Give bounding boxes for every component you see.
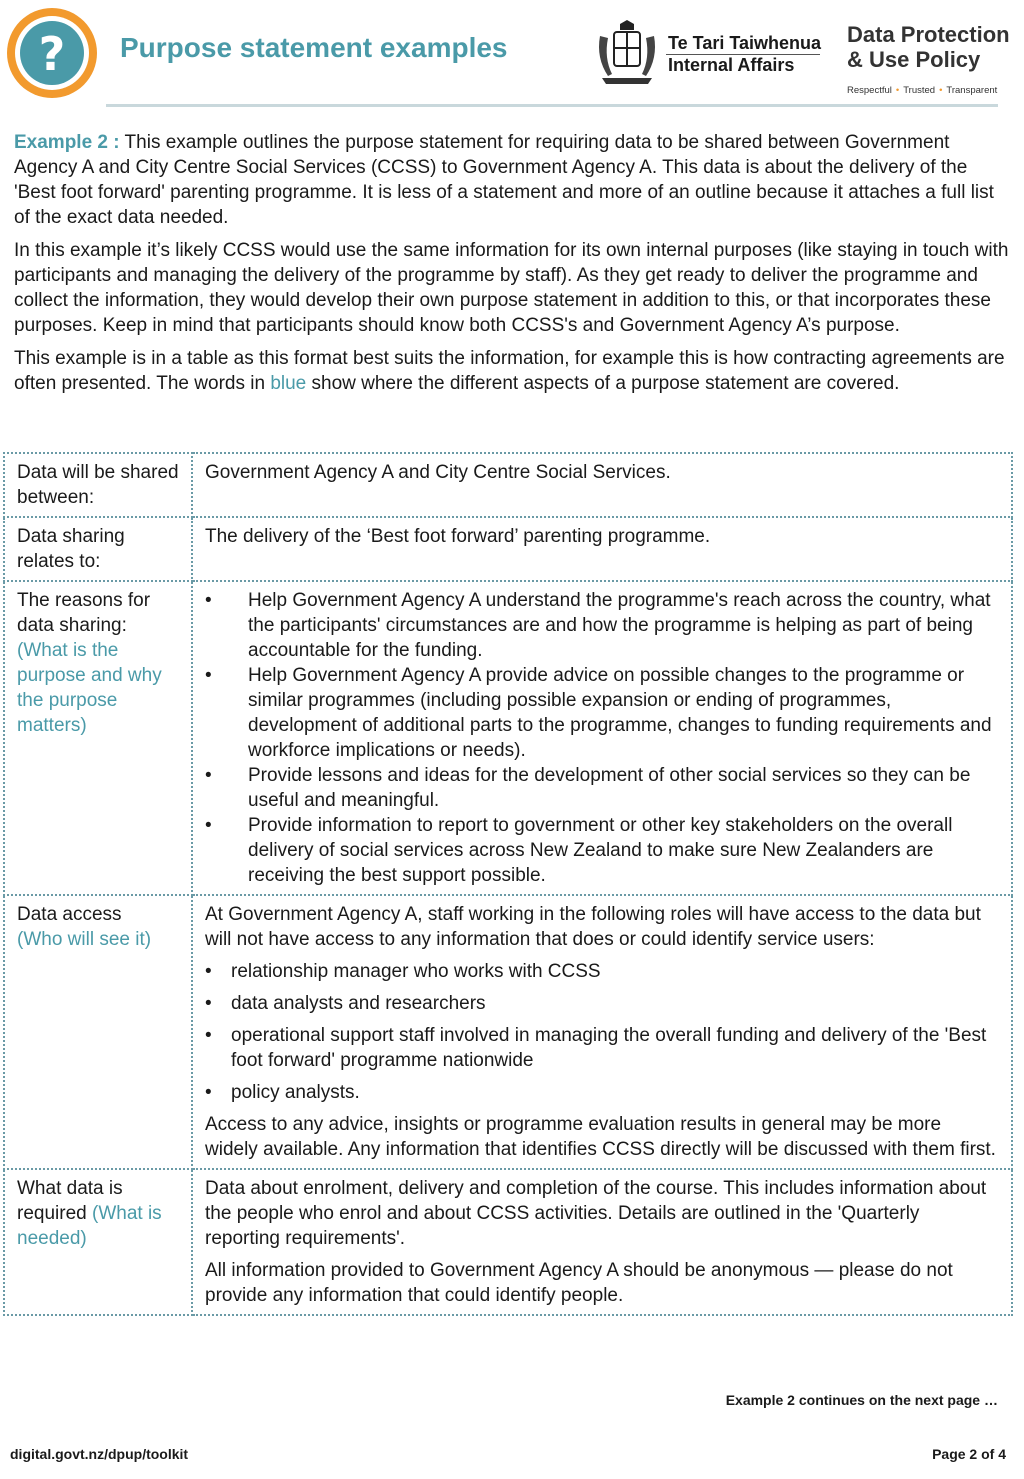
list-item: • relationship manager who works with CCSS: [205, 959, 999, 984]
row-label: What data is required: [17, 1178, 123, 1224]
intro-blue-word: blue: [270, 373, 307, 394]
list-item: • Help Government Agency A understand the programme's reach across the country, what the participants' circumstances are and how the programme is helping as part of being accountable for the funding.: [205, 588, 999, 663]
table-row: [4, 1169, 1012, 1315]
required-text-2: All information provided to Government Agency A should be anonymous — please do not provide any information that could identify people.: [205, 1260, 953, 1306]
list-item: • Provide information to report to government or other key stakeholders on the overall delivery of social services across New Zealand to make sure New Zealanders are receiving the best support possible.: [205, 813, 999, 888]
reasons-list: [205, 588, 999, 888]
row-value: [192, 581, 1012, 895]
table-row: [4, 453, 1012, 517]
access-outro: Access to any advice, insights or programme evaluation results in general may be more widely available. Any information that identifies CCSS directly will be discussed with them first.: [205, 1114, 996, 1160]
row-hint: (What is needed): [17, 1203, 162, 1249]
row-label-cell: [4, 581, 192, 895]
dpup-logo: [847, 22, 1010, 72]
page-header: [0, 0, 1024, 110]
tag-trusted: Trusted: [903, 85, 936, 96]
row-label: Data access: [17, 904, 122, 925]
row-value: [192, 1169, 1012, 1315]
page-number: Page 2 of 4: [932, 1446, 1006, 1462]
row-label-cell: [4, 1169, 192, 1315]
intro-paragraph-3: [14, 346, 1012, 396]
row-hint: (What is the purpose and why the purpose matters): [17, 640, 162, 736]
access-intro: At Government Agency A, staff working in the following roles will have access to the data but will not have access to any information that does or could identify service users:: [205, 904, 981, 950]
purpose-table: [3, 452, 1013, 1316]
row-label-cell: [4, 895, 192, 1169]
header-divider: [106, 104, 998, 107]
row-value: [192, 895, 1012, 1169]
intro-section: [14, 130, 1012, 404]
row-hint: (Who will see it): [17, 929, 152, 950]
dia-line1: Te Tari Taiwhenua: [668, 33, 822, 53]
list-item: • policy analysts.: [205, 1080, 999, 1105]
intro-text-3b: show where the different aspects of a purpose statement are covered.: [306, 373, 900, 394]
dpup-line1: Data Protection: [847, 22, 1010, 47]
row-label: Data will be shared between:: [4, 453, 192, 517]
dia-divider: [666, 54, 820, 55]
table-row: [4, 895, 1012, 1169]
row-label: The reasons for data sharing:: [17, 590, 151, 636]
list-item: • Help Government Agency A provide advice on possible changes to the programme or similar programmes (including possible expansion or ending of programmes, development of additional parts to the programme, changes to funding requirements and workforce implications or needs).: [205, 663, 999, 763]
dpup-line2: & Use Policy: [847, 47, 981, 72]
intro-text-1: This example outlines the purpose statement for requiring data to be shared between Government Agency A and City Centre Social Services (CCSS) to Government Agency A. This data is about the delivery of the 'Best foot forward' parenting programme. It is less of a statement and more of an outline because it attaches a full list of the exact data needed.: [14, 132, 994, 228]
list-item: • operational support staff involved in managing the overall funding and delivery of the 'Best foot forward' programme nationwide: [205, 1023, 999, 1073]
row-value: The delivery of the ‘Best foot forward’ parenting programme.: [192, 517, 1012, 581]
access-roles-list: [205, 959, 999, 1105]
continues-note: Example 2 continues on the next page …: [725, 1392, 998, 1408]
question-icon: [3, 4, 101, 102]
row-label: Data sharing relates to:: [4, 517, 192, 581]
footer-url: digital.govt.nz/dpup/toolkit: [10, 1446, 189, 1462]
example-label: Example 2 :: [14, 132, 120, 153]
tag-respectful: Respectful: [847, 85, 892, 96]
dia-line2: Internal Affairs: [668, 55, 795, 75]
required-text-1: Data about enrolment, delivery and completion of the course. This includes information about the people who enrol and about CCSS activities. Details are outlined in the 'Quarterly reporting requirements'.: [205, 1178, 987, 1249]
row-value: Government Agency A and City Centre Social Services.: [192, 453, 1012, 517]
svg-text:?: ?: [38, 27, 66, 81]
intro-paragraph-2: In this example it’s likely CCSS would use the same information for its own internal purposes (like staying in touch with participants and managing the delivery of the programme by staff). As they get ready to deliver the programme and collect the information, they would develop their own purpose statement in addition to this, or that incorporates these purposes. Keep in mind that participants should know both CCSS's and Government Agency A’s purpose.: [14, 240, 1009, 336]
intro-paragraph-1: [14, 130, 1012, 230]
coat-of-arms-logo: [592, 18, 662, 88]
table-row: [4, 517, 1012, 581]
dpup-tagline: Respectful • Trusted • Transparent: [847, 85, 998, 96]
table-row: [4, 581, 1012, 895]
tag-transparent: Transparent: [946, 85, 998, 96]
page-title: Purpose statement examples: [120, 32, 508, 63]
intro-text-3a: This example is in a table as this format best suits the information, for example this is how contracting agreements are often presented. The words in: [14, 348, 1005, 394]
list-item: • Provide lessons and ideas for the development of other social services so they can be useful and meaningful.: [205, 763, 999, 813]
list-item: • data analysts and researchers: [205, 991, 999, 1016]
